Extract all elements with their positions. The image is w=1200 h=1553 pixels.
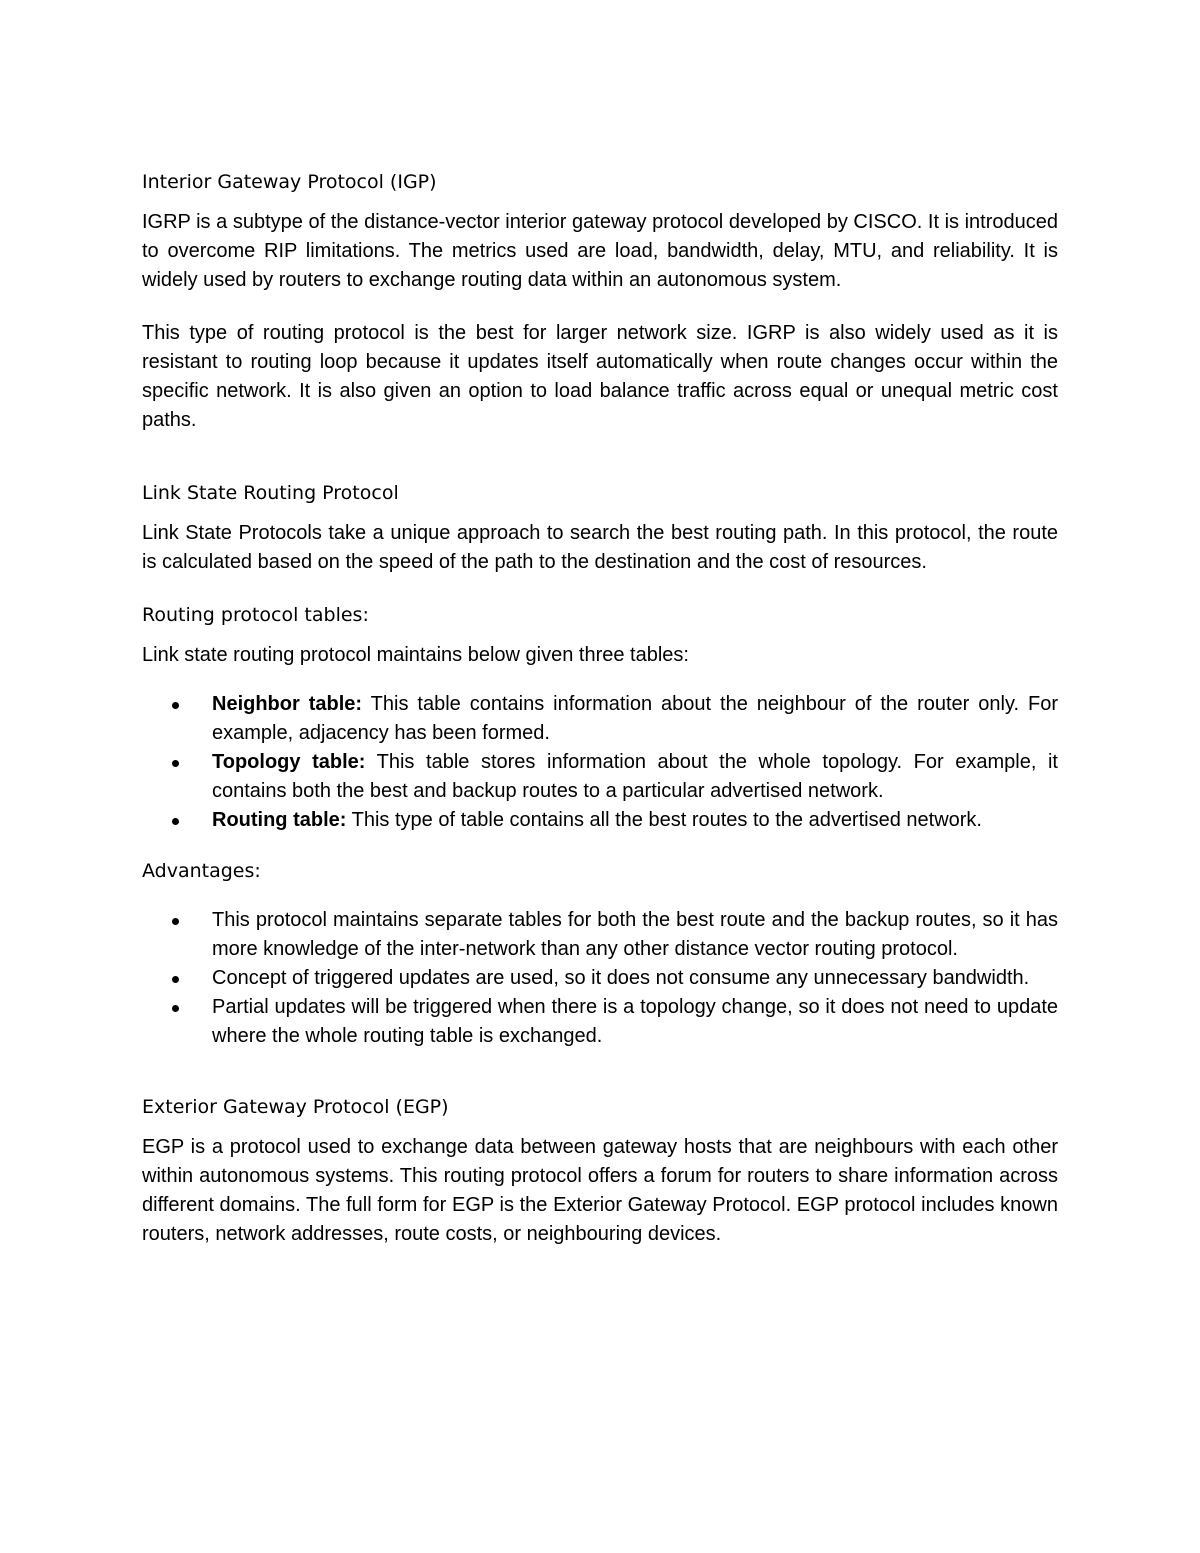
advantages-heading: Advantages: bbox=[142, 860, 261, 882]
list-item bbox=[142, 806, 1058, 835]
bullet-icon bbox=[172, 1005, 179, 1012]
igp-paragraph-1: IGRP is a subtype of the distance-vector interior gateway protocol developed by CISCO. It is introduced to overcome RIP limitations. The metrics used are load, bandwidth, delay, MTU, and reliability. It is widely used by routers to exchange routing data within an autonomous system. bbox=[142, 211, 1058, 291]
list-item bbox=[142, 993, 1058, 1051]
bullet-icon bbox=[172, 760, 179, 767]
section-heading-link-state: Link State Routing Protocol bbox=[142, 482, 399, 504]
table-term: Neighbor table: bbox=[212, 693, 363, 715]
egp-paragraph-1: EGP is a protocol used to exchange data between gateway hosts that are neighbours with each other within autonomous systems. This routing protocol offers a forum for routers to share information across different domains. The full form for EGP is the Exterior Gateway Protocol. EGP protocol includes known routers, network addresses, route costs, or neighbouring devices. bbox=[142, 1136, 1058, 1245]
table-description: This type of table contains all the best routes to the advertised network. bbox=[346, 809, 982, 831]
list-item bbox=[142, 690, 1058, 748]
link-state-paragraph-1: Link State Protocols take a unique approach to search the best routing path. In this protocol, the route is calculated based on the speed of the path to the destination and the cost of resources. bbox=[142, 522, 1058, 573]
igp-paragraph-2: This type of routing protocol is the best for larger network size. IGRP is also widely used as it is resistant to routing loop because it updates itself automatically when route changes occur within the specific network. It is also given an option to load balance traffic across equal or unequal metric cost paths. bbox=[142, 322, 1058, 431]
section-heading-egp: Exterior Gateway Protocol (EGP) bbox=[142, 1096, 449, 1118]
document-page bbox=[142, 168, 1058, 1249]
section-heading-igp: Interior Gateway Protocol (IGP) bbox=[142, 171, 437, 193]
table-term: Routing table: bbox=[212, 809, 347, 831]
advantages-list bbox=[142, 906, 1058, 1051]
advantage-text: Concept of triggered updates are used, so it does not consume any unnecessary bandwidth. bbox=[212, 967, 1030, 989]
bullet-icon bbox=[172, 976, 179, 983]
routing-tables-list bbox=[142, 690, 1058, 835]
bullet-icon bbox=[172, 918, 179, 925]
list-item bbox=[142, 906, 1058, 964]
list-item bbox=[142, 964, 1058, 993]
table-description: This table contains information about the neighbour of the router only. For example, adjacency has been formed. bbox=[212, 693, 1058, 744]
table-term: Topology table: bbox=[212, 751, 366, 773]
table-description: This table stores information about the whole topology. For example, it contains both the best and backup routes to a particular advertised network. bbox=[212, 751, 1058, 802]
bullet-icon bbox=[172, 818, 179, 825]
routing-tables-heading: Routing protocol tables: bbox=[142, 604, 369, 626]
routing-tables-intro: Link state routing protocol maintains below given three tables: bbox=[142, 644, 689, 666]
advantage-text: This protocol maintains separate tables for both the best route and the backup routes, so it has more knowledge of the inter-network than any other distance vector routing protocol. bbox=[212, 909, 1058, 960]
advantage-text: Partial updates will be triggered when there is a topology change, so it does not need to update where the whole routing table is exchanged. bbox=[212, 996, 1058, 1047]
list-item bbox=[142, 748, 1058, 806]
bullet-icon bbox=[172, 702, 179, 709]
